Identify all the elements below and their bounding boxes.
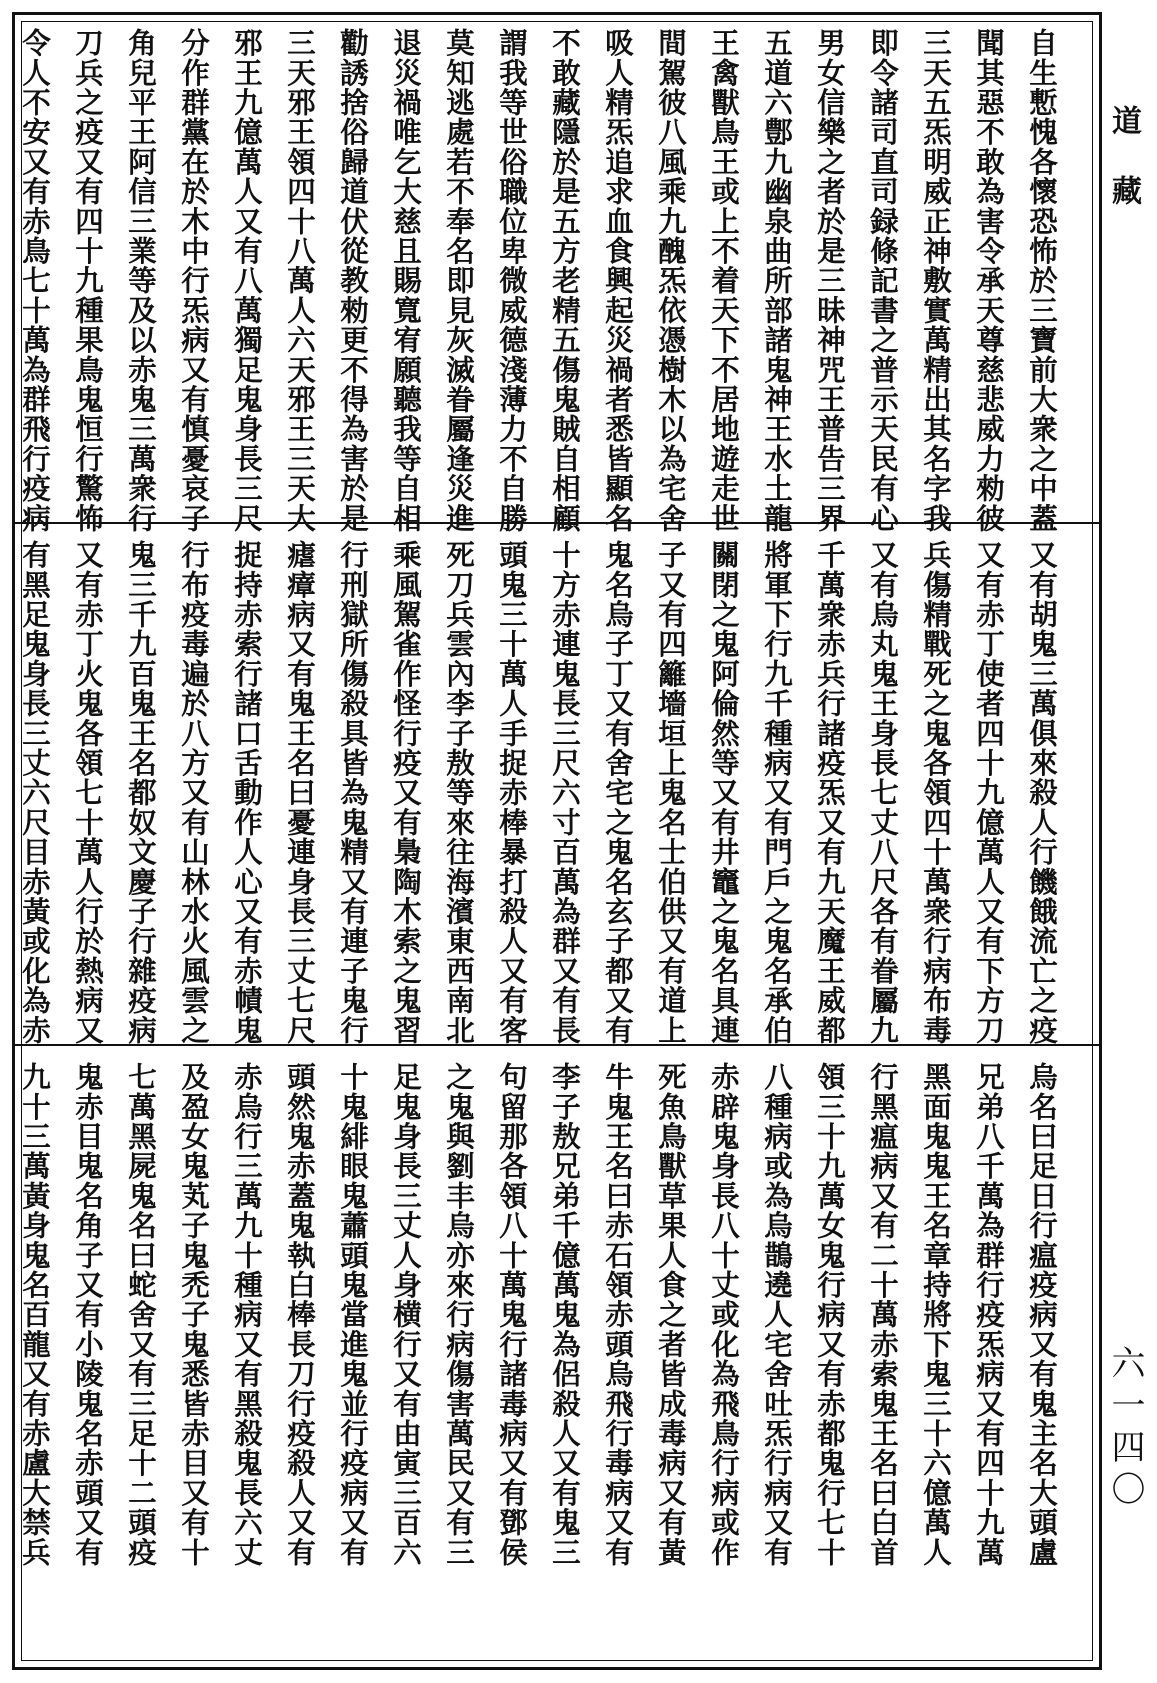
text-column: 三天邪王領四十八萬人六天邪王三天大 [283, 28, 317, 533]
text-column: 兵傷精戰死之鬼各領四十萬衆行病布毒 [919, 540, 953, 1045]
text-column: 領三十九萬女鬼行病又有赤都鬼行七十 [813, 1062, 847, 1567]
text-column: 兄弟八千萬為群行疫炁病又有四十九萬 [972, 1062, 1006, 1567]
text-column: 即令諸司直司録條記書之普示天民有心 [866, 28, 900, 533]
text-column: 將軍下行九千種病又有門戶之鬼名承伯 [760, 540, 794, 1045]
text-column: 瘧瘴病又有鬼王名曰憂連身長三丈七尺 [283, 540, 317, 1045]
text-column: 勸誘捨俗歸道伏從教勑更不得為害於是 [336, 28, 370, 533]
text-column: 子又有四籬墻垣上鬼名士伯供又有道上 [654, 540, 688, 1045]
text-column: 鬼赤目鬼名角子又有小陵鬼名赤頭又有 [71, 1062, 105, 1567]
text-column: 謂我等世俗職位卑微威德淺薄力不自勝 [495, 28, 529, 533]
text-column: 間駕彼八風乘九醜炁依憑樹木以為宅舍 [654, 28, 688, 533]
text-column: 及盈女鬼芄子鬼禿子鬼悉皆赤目又有十 [177, 1062, 211, 1567]
text-column: 八種病或為烏鵲遶人宅舍吐炁行病又有 [760, 1062, 794, 1567]
text-column: 七萬黑屍鬼名曰蛇舍又有三足十二頭疫 [124, 1062, 158, 1567]
text-column: 王禽獸鳥王或上不着天下不居地遊走世 [707, 28, 741, 533]
text-column: 頭鬼三十萬人手捉赤棒暴打殺人又有客 [495, 540, 529, 1045]
text-column: 烏名曰足日行瘟疫病又有鬼主名大頭盧 [1025, 1062, 1059, 1567]
text-column: 令人不安又有赤鳥七十萬為群飛行疫病 [18, 28, 52, 533]
text-column: 吸人精炁追求血食興起災禍者悉皆顯名 [601, 28, 635, 533]
text-column: 角兒平王阿信三業等及以赤鬼三萬衆行 [124, 28, 158, 533]
text-column: 千萬衆赤兵行諸疫炁又有九天魔王威都 [813, 540, 847, 1045]
text-column: 黑面鬼鬼王名章持將下鬼三十六億萬人 [919, 1062, 953, 1567]
text-column: 自生慙愧各懷恐怖於三寶前大衆之中蓋 [1025, 28, 1059, 533]
text-band-middle [18, 540, 1080, 1045]
text-column: 五道六鄷九幽泉曲所部諸鬼神王水土龍 [760, 28, 794, 533]
text-column: 李子敖兄弟千億萬鬼為侶殺人又有鬼三 [548, 1062, 582, 1567]
page-number: 六一四〇 [1105, 1345, 1145, 1513]
text-column: 行黑瘟病又有二十萬赤索鬼王名曰白首 [866, 1062, 900, 1567]
text-column: 句留那各領八十萬鬼行諸毒病又有鄧侯 [495, 1062, 529, 1567]
text-column: 關閉之鬼阿倫然等又有井竈之鬼名具連 [707, 540, 741, 1045]
text-column: 又有赤丁使者四十九億萬人又有下方刀 [972, 540, 1006, 1045]
text-column: 牛鬼王名曰赤石領赤頭烏飛行毒病又有 [601, 1062, 635, 1567]
text-column: 退災禍唯乞大慈且賜寬宥願聽我等自相 [389, 28, 423, 533]
text-column: 不敢藏隱於是五方老精五傷鬼賊自相顧 [548, 28, 582, 533]
text-column: 又有烏丸鬼王身長七丈八尺各有眷屬九 [866, 540, 900, 1045]
text-column: 聞其惡不敢為害令承天尊慈悲威力勑彼 [972, 28, 1006, 533]
text-column: 又有胡鬼三萬俱來殺人行饑餓流亡之疫 [1025, 540, 1059, 1045]
text-column: 十鬼緋眼鬼蕭頭鬼當進鬼並行疫病又有 [336, 1062, 370, 1567]
text-column: 鬼名烏子丁又有舍宅之鬼名玄子都又有 [601, 540, 635, 1045]
text-column: 行布疫毒遍於八方又有山林水火風雲之 [177, 540, 211, 1045]
text-column: 赤辟鬼身長八十丈或化為飛鳥行病或作 [707, 1062, 741, 1567]
text-band-top [18, 28, 1080, 533]
text-column: 足鬼身長三丈人身横行又有由寅三百六 [389, 1062, 423, 1567]
text-column: 死刀兵雲內李子敖等來往海濱東西南北 [442, 540, 476, 1045]
text-column: 捉持赤索行諸口舌動作人心又有赤幘鬼 [230, 540, 264, 1045]
text-column: 赤烏行三萬九十種病又有黑殺鬼長六丈 [230, 1062, 264, 1567]
text-column: 乘風駕雀作怪行疫又有梟陶木索之鬼習 [389, 540, 423, 1045]
text-column: 行刑獄所傷殺具皆為鬼精又有連子鬼行 [336, 540, 370, 1045]
text-column: 男女信樂之者於是三昧神咒王普告三界 [813, 28, 847, 533]
text-band-bottom [18, 1062, 1080, 1567]
text-column: 十方赤連鬼長三尺六寸百萬為群又有長 [548, 540, 582, 1045]
text-column: 九十三萬黃身鬼名百龍又有赤盧大禁兵 [18, 1062, 52, 1567]
text-column: 莫知逃處若不奉名即見灰滅眷屬逢災進 [442, 28, 476, 533]
side-title: 道藏 [1106, 105, 1141, 245]
text-column: 頭然鬼赤蓋鬼執白棒長刀行疫殺人又有 [283, 1062, 317, 1567]
text-column: 分作群黨在於木中行炁病又有慎憂哀子 [177, 28, 211, 533]
text-column: 刀兵之疫又有四十九種果鳥鬼恒行驚怖 [71, 28, 105, 533]
text-column: 有黑足鬼身長三丈六尺目赤黃或化為赤 [18, 540, 52, 1045]
text-column: 三天五炁明威正神敷實萬精出其名字我 [919, 28, 953, 533]
text-column: 鬼三千九百鬼王名都奴文慶子行雜疫病 [124, 540, 158, 1045]
text-column: 邪王九億萬人又有八萬獨足鬼身長三尺 [230, 28, 264, 533]
text-column: 之鬼與劉丰烏亦來行病傷害萬民又有三 [442, 1062, 476, 1567]
text-column: 死魚鳥獸草果人食之者皆成毒病又有黃 [654, 1062, 688, 1567]
text-column: 又有赤丁火鬼各領七十萬人行於熱病又 [71, 540, 105, 1045]
